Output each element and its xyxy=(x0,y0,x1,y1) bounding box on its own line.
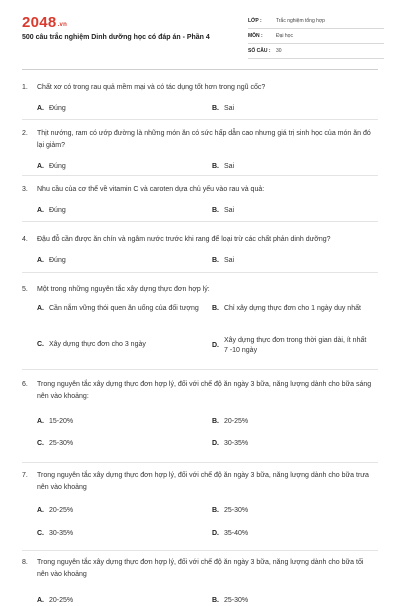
option-text: 15-20% xyxy=(49,418,74,425)
option-letter: A. xyxy=(37,207,44,214)
question-divider xyxy=(22,550,378,551)
option-text: 20-25% xyxy=(49,507,74,514)
document-meta xyxy=(248,14,384,59)
answer-option[interactable] xyxy=(37,529,73,539)
option-letter: B. xyxy=(212,105,219,112)
question-text: Chất xơ có trong rau quả mềm mại và có tác dụng tốt hơn trong ngũ cốc? xyxy=(37,84,266,91)
question-number: 8. xyxy=(22,559,28,566)
question-divider xyxy=(22,462,378,463)
question-item xyxy=(22,128,378,170)
option-text: Xây dựng thực đơn trong thời gian dài, ít nhất 7 -10 ngày xyxy=(224,337,367,354)
option-letter: A. xyxy=(37,597,44,604)
question-text: Một trong những nguyên tắc xây dựng thực đơn hợp lý: xyxy=(37,286,210,293)
option-text: Đúng xyxy=(49,207,66,214)
question-item xyxy=(22,557,378,604)
option-letter: A. xyxy=(37,418,44,425)
question-divider xyxy=(22,272,378,273)
question-text: Trong nguyên tắc xây dựng thực đơn hợp lý, đối với chế độ ăn ngày 3 bữa, năng lượng dành cho bữa trưa nên vào khoảng xyxy=(37,472,369,491)
question-number: 7. xyxy=(22,472,28,479)
question-item xyxy=(22,284,378,354)
answer-option[interactable] xyxy=(37,256,66,266)
answer-option[interactable] xyxy=(212,336,372,356)
option-text: 20-25% xyxy=(224,418,249,425)
option-letter: B. xyxy=(212,207,219,214)
answer-option[interactable] xyxy=(212,206,234,216)
option-letter: B. xyxy=(212,305,219,312)
option-text: Xây dựng thực đơn cho 3 ngày xyxy=(49,341,146,348)
question-divider xyxy=(22,175,378,176)
option-letter: B. xyxy=(212,418,219,425)
answer-option[interactable] xyxy=(37,596,73,606)
meta-row-class xyxy=(248,14,384,29)
option-letter: C. xyxy=(37,341,44,348)
meta-value: Đại học xyxy=(276,33,293,39)
answer-option[interactable] xyxy=(212,596,248,606)
answer-option[interactable] xyxy=(212,529,248,539)
option-text: 30-35% xyxy=(49,530,74,537)
meta-label: MÔN : xyxy=(248,33,263,39)
option-letter: D. xyxy=(212,440,219,447)
question-item xyxy=(22,234,378,264)
answer-option[interactable] xyxy=(212,256,234,266)
option-letter: B. xyxy=(212,163,219,170)
option-letter: C. xyxy=(37,530,44,537)
question-text: Trong nguyên tắc xây dựng thực đơn hợp lý, đối với chế độ ăn ngày 3 bữa, năng lượng dành cho bữa sáng nên vào khoảng: xyxy=(37,381,372,400)
question-number: 6. xyxy=(22,381,28,388)
question-divider xyxy=(22,221,378,222)
option-letter: D. xyxy=(212,530,219,537)
question-divider xyxy=(22,119,378,120)
option-text: 20-25% xyxy=(49,597,74,604)
meta-label: LỚP : xyxy=(248,18,262,24)
option-text: 25-30% xyxy=(224,507,249,514)
question-divider xyxy=(22,369,378,370)
option-text: 25-30% xyxy=(49,440,74,447)
option-letter: B. xyxy=(212,507,219,514)
question-text: Nhu cầu của cơ thể về vitamin C và caroten dựa chủ yếu vào rau và quả: xyxy=(37,186,265,193)
answer-option[interactable] xyxy=(37,162,66,172)
option-text: Đúng xyxy=(49,105,66,112)
logo-text: 2048 xyxy=(22,14,57,31)
answer-option[interactable] xyxy=(37,340,202,350)
option-letter: B. xyxy=(212,597,219,604)
meta-value: 30 xyxy=(276,48,282,54)
option-letter: A. xyxy=(37,257,44,264)
document-header xyxy=(22,0,378,70)
question-item xyxy=(22,184,378,214)
question-number: 2. xyxy=(22,130,28,137)
option-text: Cần nắm vững thói quen ăn uống của đối tượng xyxy=(49,305,199,312)
answer-option[interactable] xyxy=(37,104,66,114)
question-item xyxy=(22,82,378,112)
logo-domain: .vn xyxy=(57,22,68,28)
answer-option[interactable] xyxy=(212,304,372,314)
meta-label: SỐ CÂU : xyxy=(248,48,271,54)
option-text: 30-35% xyxy=(224,440,249,447)
answer-option[interactable] xyxy=(37,439,73,449)
question-item xyxy=(22,379,378,447)
answer-option[interactable] xyxy=(212,506,248,516)
option-text: Sai xyxy=(224,257,235,264)
option-text: Sai xyxy=(224,207,235,214)
answer-option[interactable] xyxy=(37,304,202,314)
answer-option[interactable] xyxy=(212,439,248,449)
option-text: Đúng xyxy=(49,163,66,170)
answer-option[interactable] xyxy=(212,162,234,172)
document-title: 500 câu trắc nghiệm Dinh dưỡng học có đáp án - Phần 4 xyxy=(22,34,210,41)
question-number: 3. xyxy=(22,186,28,193)
option-text: Chỉ xây dựng thực đơn cho 1 ngày duy nhất xyxy=(224,305,361,312)
option-text: 25-30% xyxy=(224,597,249,604)
answer-option[interactable] xyxy=(37,417,73,427)
answer-option[interactable] xyxy=(37,206,66,216)
question-number: 5. xyxy=(22,286,28,293)
meta-row-count xyxy=(248,44,384,59)
option-letter: B. xyxy=(212,257,219,264)
option-letter: A. xyxy=(37,105,44,112)
question-item xyxy=(22,470,378,537)
option-letter: C. xyxy=(37,440,44,447)
question-number: 1. xyxy=(22,84,28,91)
question-number: 4. xyxy=(22,236,28,243)
answer-option[interactable] xyxy=(212,104,234,114)
option-text: Đúng xyxy=(49,257,66,264)
option-text: Sai xyxy=(224,105,235,112)
answer-option[interactable] xyxy=(37,506,73,516)
option-text: Sai xyxy=(224,163,235,170)
site-logo[interactable] xyxy=(22,14,67,31)
option-text: 35-40% xyxy=(224,530,249,537)
meta-row-subject xyxy=(248,29,384,44)
option-letter: D. xyxy=(212,342,219,349)
answer-option[interactable] xyxy=(212,417,248,427)
question-text: Trong nguyên tắc xây dựng thực đơn hợp lý, đối với chế độ ăn ngày 3 bữa, năng lượng dành cho bữa tối nên vào khoảng xyxy=(37,559,364,578)
option-letter: A. xyxy=(37,305,44,312)
question-text: Đậu đỗ cần được ăn chín và ngâm nước trước khi rang để loại trừ các chất phản dinh dưỡng? xyxy=(37,236,331,243)
option-letter: A. xyxy=(37,507,44,514)
meta-value: Trắc nghiệm tổng hợp xyxy=(276,18,325,24)
option-letter: A. xyxy=(37,163,44,170)
question-text: Thịt nướng, ram có ướp đường là những món ăn có sức hấp dẫn cao nhưng giá trị sinh học của món ăn đó lại giảm? xyxy=(37,130,371,149)
